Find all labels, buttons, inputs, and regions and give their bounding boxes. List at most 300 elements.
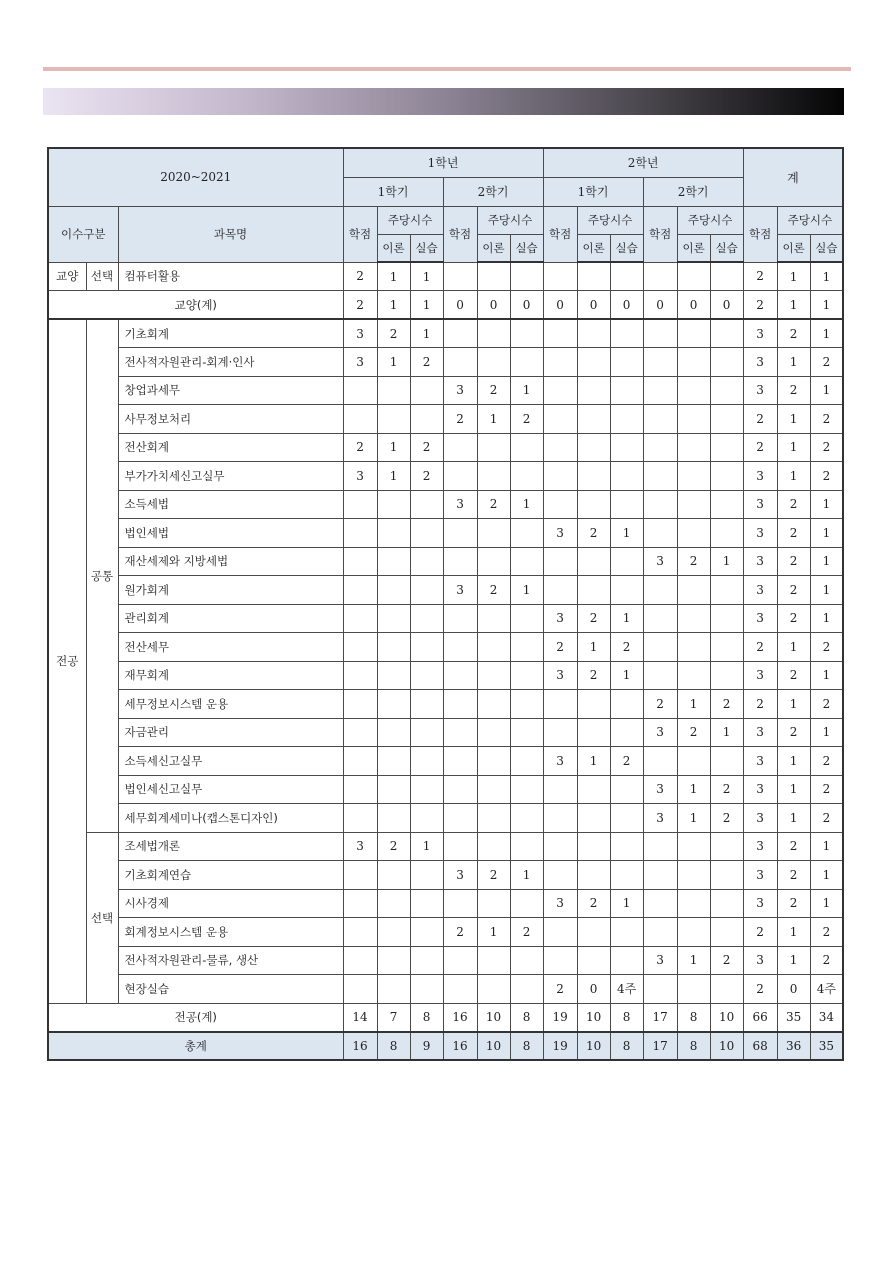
value-cell xyxy=(577,775,610,804)
value-cell: 2 xyxy=(343,262,377,291)
value-cell: 2 xyxy=(810,775,843,804)
subject-name: 관리회계 xyxy=(118,604,343,633)
value-cell: 2 xyxy=(743,433,777,462)
value-cell xyxy=(477,946,510,975)
value-cell xyxy=(643,661,677,690)
value-cell xyxy=(510,519,543,548)
value-cell: 1 xyxy=(777,291,810,320)
value-cell xyxy=(677,861,710,890)
value-cell xyxy=(477,690,510,719)
value-cell: 2 xyxy=(743,918,777,947)
value-cell xyxy=(543,319,577,348)
weekly-hours-header: 주당시수 xyxy=(477,206,543,234)
value-cell xyxy=(643,490,677,519)
value-cell xyxy=(543,405,577,434)
value-cell xyxy=(677,576,710,605)
value-cell: 1 xyxy=(810,576,843,605)
value-cell: 1 xyxy=(677,804,710,833)
value-cell: 3 xyxy=(743,519,777,548)
value-cell: 3 xyxy=(643,547,677,576)
value-cell xyxy=(510,319,543,348)
value-cell xyxy=(577,576,610,605)
subject-name: 법인세법 xyxy=(118,519,343,548)
weekly-hours-header: 주당시수 xyxy=(377,206,443,234)
value-cell xyxy=(443,604,477,633)
value-cell xyxy=(643,604,677,633)
subject-name: 시사경제 xyxy=(118,889,343,918)
value-cell: 0 xyxy=(577,291,610,320)
value-cell: 8 xyxy=(677,1032,710,1061)
value-cell xyxy=(543,547,577,576)
value-cell xyxy=(343,918,377,947)
subject-name: 현장실습 xyxy=(118,975,343,1004)
value-cell xyxy=(610,547,643,576)
value-cell: 2 xyxy=(477,376,510,405)
value-cell xyxy=(443,804,477,833)
value-cell: 1 xyxy=(510,861,543,890)
value-cell: 3 xyxy=(743,946,777,975)
value-cell: 1 xyxy=(810,376,843,405)
value-cell xyxy=(610,462,643,491)
value-cell xyxy=(377,661,410,690)
value-cell: 2 xyxy=(777,718,810,747)
value-cell xyxy=(477,633,510,662)
value-cell xyxy=(510,946,543,975)
value-cell xyxy=(610,861,643,890)
value-cell: 3 xyxy=(743,376,777,405)
value-cell: 1 xyxy=(677,775,710,804)
value-cell xyxy=(410,490,443,519)
value-cell xyxy=(443,633,477,662)
value-cell xyxy=(343,490,377,519)
value-cell: 1 xyxy=(777,918,810,947)
value-cell: 2 xyxy=(677,547,710,576)
value-cell xyxy=(710,433,743,462)
value-cell xyxy=(643,633,677,662)
value-cell xyxy=(643,576,677,605)
subject-name: 부가가치세신고실무 xyxy=(118,462,343,491)
value-cell xyxy=(610,319,643,348)
value-cell: 2 xyxy=(810,433,843,462)
value-cell: 1 xyxy=(810,604,843,633)
value-cell xyxy=(710,262,743,291)
value-cell: 2 xyxy=(710,946,743,975)
value-cell xyxy=(410,747,443,776)
value-cell xyxy=(410,661,443,690)
value-cell: 3 xyxy=(443,861,477,890)
value-cell xyxy=(377,604,410,633)
value-cell: 0 xyxy=(610,291,643,320)
value-cell: 10 xyxy=(710,1003,743,1032)
value-cell: 10 xyxy=(577,1032,610,1061)
value-cell xyxy=(377,946,410,975)
value-cell xyxy=(410,405,443,434)
value-cell: 1 xyxy=(710,547,743,576)
value-cell xyxy=(443,975,477,1004)
value-cell: 8 xyxy=(510,1003,543,1032)
value-cell xyxy=(510,661,543,690)
subject-name: 재산세제와 지방세법 xyxy=(118,547,343,576)
value-cell: 1 xyxy=(777,262,810,291)
value-cell: 0 xyxy=(577,975,610,1004)
value-cell xyxy=(510,262,543,291)
value-cell: 2 xyxy=(343,291,377,320)
theory-header: 이론 xyxy=(377,234,410,262)
value-cell xyxy=(377,718,410,747)
value-cell xyxy=(610,490,643,519)
value-cell: 2 xyxy=(810,946,843,975)
value-cell: 2 xyxy=(577,604,610,633)
value-cell xyxy=(577,547,610,576)
value-cell: 2 xyxy=(710,804,743,833)
value-cell: 3 xyxy=(343,832,377,861)
value-cell: 3 xyxy=(743,804,777,833)
major-category: 전공 xyxy=(48,319,86,1003)
value-cell xyxy=(343,576,377,605)
value-cell xyxy=(677,376,710,405)
theory-header: 이론 xyxy=(677,234,710,262)
value-cell xyxy=(543,918,577,947)
value-cell: 3 xyxy=(743,547,777,576)
value-cell: 1 xyxy=(810,319,843,348)
subject-name: 컴퓨터활용 xyxy=(118,262,343,291)
value-cell: 19 xyxy=(543,1032,577,1061)
subject-name: 기초회계연습 xyxy=(118,861,343,890)
value-cell xyxy=(677,604,710,633)
value-cell xyxy=(343,861,377,890)
value-cell xyxy=(643,747,677,776)
value-cell: 8 xyxy=(677,1003,710,1032)
value-cell: 3 xyxy=(743,348,777,377)
value-cell xyxy=(343,690,377,719)
value-cell xyxy=(577,946,610,975)
value-cell: 3 xyxy=(343,462,377,491)
value-cell: 2 xyxy=(643,690,677,719)
value-cell: 36 xyxy=(777,1032,810,1061)
value-cell: 34 xyxy=(810,1003,843,1032)
value-cell xyxy=(477,462,510,491)
credit-header: 학점 xyxy=(343,206,377,262)
subject-name: 조세법개론 xyxy=(118,832,343,861)
value-cell xyxy=(343,946,377,975)
y2-sem1-header: 1학기 xyxy=(543,177,643,206)
value-cell: 3 xyxy=(743,490,777,519)
value-cell xyxy=(577,262,610,291)
value-cell: 3 xyxy=(643,775,677,804)
weekly-hours-header: 주당시수 xyxy=(677,206,743,234)
top-rule xyxy=(43,67,851,71)
value-cell xyxy=(410,519,443,548)
value-cell: 2 xyxy=(810,804,843,833)
year2-header: 2학년 xyxy=(543,148,743,177)
value-cell xyxy=(443,319,477,348)
value-cell: 1 xyxy=(777,462,810,491)
value-cell: 2 xyxy=(810,348,843,377)
value-cell xyxy=(343,889,377,918)
value-cell: 2 xyxy=(743,690,777,719)
value-cell: 2 xyxy=(577,661,610,690)
value-cell: 0 xyxy=(443,291,477,320)
value-cell: 2 xyxy=(777,547,810,576)
value-cell: 0 xyxy=(643,291,677,320)
value-cell xyxy=(410,604,443,633)
value-cell: 2 xyxy=(477,490,510,519)
value-cell xyxy=(643,433,677,462)
value-cell xyxy=(443,775,477,804)
value-cell xyxy=(643,918,677,947)
value-cell: 2 xyxy=(610,747,643,776)
value-cell xyxy=(710,348,743,377)
value-cell: 1 xyxy=(610,604,643,633)
value-cell xyxy=(543,262,577,291)
value-cell: 2 xyxy=(510,405,543,434)
value-cell: 2 xyxy=(777,604,810,633)
value-cell xyxy=(610,433,643,462)
practice-header: 실습 xyxy=(510,234,543,262)
value-cell xyxy=(677,490,710,519)
value-cell: 14 xyxy=(343,1003,377,1032)
value-cell xyxy=(443,690,477,719)
value-cell xyxy=(643,348,677,377)
value-cell xyxy=(377,690,410,719)
value-cell: 1 xyxy=(677,690,710,719)
value-cell: 2 xyxy=(777,889,810,918)
value-cell: 1 xyxy=(410,832,443,861)
value-cell xyxy=(477,718,510,747)
value-cell: 0 xyxy=(710,291,743,320)
value-cell: 10 xyxy=(710,1032,743,1061)
value-cell: 0 xyxy=(777,975,810,1004)
subject-header: 과목명 xyxy=(118,206,343,262)
value-cell: 8 xyxy=(410,1003,443,1032)
value-cell xyxy=(510,975,543,1004)
value-cell: 2 xyxy=(443,918,477,947)
value-cell: 3 xyxy=(543,604,577,633)
value-cell xyxy=(343,633,377,662)
value-cell: 3 xyxy=(743,889,777,918)
value-cell xyxy=(710,661,743,690)
value-cell: 2 xyxy=(743,975,777,1004)
value-cell: 1 xyxy=(777,433,810,462)
value-cell xyxy=(443,433,477,462)
value-cell xyxy=(610,376,643,405)
year1-header: 1학년 xyxy=(343,148,543,177)
value-cell xyxy=(377,747,410,776)
value-cell xyxy=(443,747,477,776)
weekly-hours-header: 주당시수 xyxy=(777,206,843,234)
value-cell xyxy=(343,775,377,804)
value-cell xyxy=(410,804,443,833)
value-cell xyxy=(343,604,377,633)
value-cell xyxy=(377,576,410,605)
value-cell: 2 xyxy=(477,861,510,890)
category-header: 이수구분 xyxy=(48,206,118,262)
major-subtotal-label: 전공(계) xyxy=(48,1003,343,1032)
value-cell: 35 xyxy=(810,1032,843,1061)
value-cell: 3 xyxy=(343,348,377,377)
value-cell: 2 xyxy=(777,576,810,605)
subject-name: 재무회계 xyxy=(118,661,343,690)
value-cell xyxy=(477,262,510,291)
subject-name: 법인세신고실무 xyxy=(118,775,343,804)
value-cell xyxy=(377,405,410,434)
value-cell: 2 xyxy=(543,633,577,662)
value-cell xyxy=(377,376,410,405)
value-cell: 7 xyxy=(377,1003,410,1032)
value-cell: 1 xyxy=(377,348,410,377)
value-cell xyxy=(477,547,510,576)
value-cell xyxy=(343,376,377,405)
subject-name: 소득세신고실무 xyxy=(118,747,343,776)
value-cell: 1 xyxy=(410,319,443,348)
value-cell: 3 xyxy=(543,747,577,776)
curriculum-table xyxy=(47,147,844,1061)
major-elective-label: 선택 xyxy=(86,832,118,1003)
y2-sem2-header: 2학기 xyxy=(643,177,743,206)
value-cell: 2 xyxy=(810,462,843,491)
value-cell: 2 xyxy=(777,490,810,519)
value-cell xyxy=(377,547,410,576)
value-cell xyxy=(643,975,677,1004)
value-cell: 8 xyxy=(610,1003,643,1032)
value-cell: 2 xyxy=(477,576,510,605)
value-cell xyxy=(543,775,577,804)
value-cell: 1 xyxy=(477,918,510,947)
value-cell: 1 xyxy=(610,661,643,690)
value-cell xyxy=(443,262,477,291)
value-cell: 2 xyxy=(777,661,810,690)
value-cell xyxy=(543,861,577,890)
value-cell: 3 xyxy=(543,889,577,918)
value-cell xyxy=(543,804,577,833)
value-cell xyxy=(710,462,743,491)
value-cell xyxy=(377,861,410,890)
value-cell: 68 xyxy=(743,1032,777,1061)
subject-name: 창업과세무 xyxy=(118,376,343,405)
value-cell: 16 xyxy=(443,1032,477,1061)
value-cell: 2 xyxy=(510,918,543,947)
value-cell xyxy=(343,718,377,747)
value-cell xyxy=(677,832,710,861)
value-cell: 2 xyxy=(743,405,777,434)
value-cell xyxy=(377,633,410,662)
value-cell xyxy=(410,918,443,947)
value-cell: 1 xyxy=(777,747,810,776)
value-cell xyxy=(710,889,743,918)
value-cell: 8 xyxy=(510,1032,543,1061)
value-cell: 1 xyxy=(577,633,610,662)
value-cell xyxy=(510,775,543,804)
value-cell xyxy=(543,433,577,462)
value-cell xyxy=(510,433,543,462)
value-cell: 10 xyxy=(577,1003,610,1032)
value-cell xyxy=(610,946,643,975)
value-cell: 0 xyxy=(677,291,710,320)
value-cell: 3 xyxy=(743,661,777,690)
value-cell xyxy=(443,348,477,377)
value-cell: 1 xyxy=(677,946,710,975)
value-cell xyxy=(610,405,643,434)
value-cell: 2 xyxy=(777,319,810,348)
value-cell: 3 xyxy=(743,861,777,890)
value-cell xyxy=(577,319,610,348)
value-cell xyxy=(643,832,677,861)
value-cell: 1 xyxy=(710,718,743,747)
theory-header: 이론 xyxy=(777,234,810,262)
value-cell xyxy=(377,775,410,804)
value-cell: 1 xyxy=(377,291,410,320)
y1-sem2-header: 2학기 xyxy=(443,177,543,206)
value-cell: 1 xyxy=(377,433,410,462)
value-cell xyxy=(477,832,510,861)
value-cell xyxy=(477,519,510,548)
value-cell xyxy=(643,405,677,434)
value-cell xyxy=(410,861,443,890)
credit-header: 학점 xyxy=(443,206,477,262)
weekly-hours-header: 주당시수 xyxy=(577,206,643,234)
value-cell xyxy=(543,576,577,605)
value-cell: 1 xyxy=(610,519,643,548)
value-cell xyxy=(343,747,377,776)
value-cell: 1 xyxy=(810,861,843,890)
value-cell: 2 xyxy=(810,918,843,947)
value-cell xyxy=(410,633,443,662)
value-cell xyxy=(577,433,610,462)
subject-name: 원가회계 xyxy=(118,576,343,605)
value-cell: 1 xyxy=(810,519,843,548)
value-cell: 1 xyxy=(410,262,443,291)
value-cell: 3 xyxy=(643,804,677,833)
value-cell xyxy=(410,690,443,719)
value-cell xyxy=(710,633,743,662)
value-cell: 1 xyxy=(410,291,443,320)
value-cell: 3 xyxy=(643,718,677,747)
value-cell xyxy=(710,747,743,776)
value-cell: 2 xyxy=(743,291,777,320)
value-cell: 1 xyxy=(810,291,843,320)
y1-sem1-header: 1학기 xyxy=(343,177,443,206)
value-cell xyxy=(543,462,577,491)
value-cell xyxy=(410,975,443,1004)
value-cell xyxy=(577,490,610,519)
value-cell xyxy=(677,918,710,947)
value-cell: 1 xyxy=(777,690,810,719)
value-cell: 2 xyxy=(577,519,610,548)
value-cell xyxy=(710,519,743,548)
value-cell xyxy=(643,376,677,405)
value-cell xyxy=(577,690,610,719)
theory-header: 이론 xyxy=(577,234,610,262)
value-cell xyxy=(610,718,643,747)
value-cell: 17 xyxy=(643,1032,677,1061)
gradient-banner xyxy=(43,88,844,115)
value-cell: 2 xyxy=(410,462,443,491)
value-cell: 1 xyxy=(377,262,410,291)
value-cell xyxy=(510,604,543,633)
value-cell xyxy=(543,376,577,405)
grand-total-label: 총계 xyxy=(48,1032,343,1061)
value-cell: 3 xyxy=(743,747,777,776)
value-cell: 8 xyxy=(610,1032,643,1061)
value-cell xyxy=(343,804,377,833)
value-cell: 3 xyxy=(743,718,777,747)
value-cell xyxy=(510,747,543,776)
liberal-subtotal-label: 교양(계) xyxy=(48,291,343,320)
subject-name: 전산세무 xyxy=(118,633,343,662)
value-cell: 1 xyxy=(810,832,843,861)
value-cell xyxy=(343,547,377,576)
value-cell xyxy=(377,918,410,947)
